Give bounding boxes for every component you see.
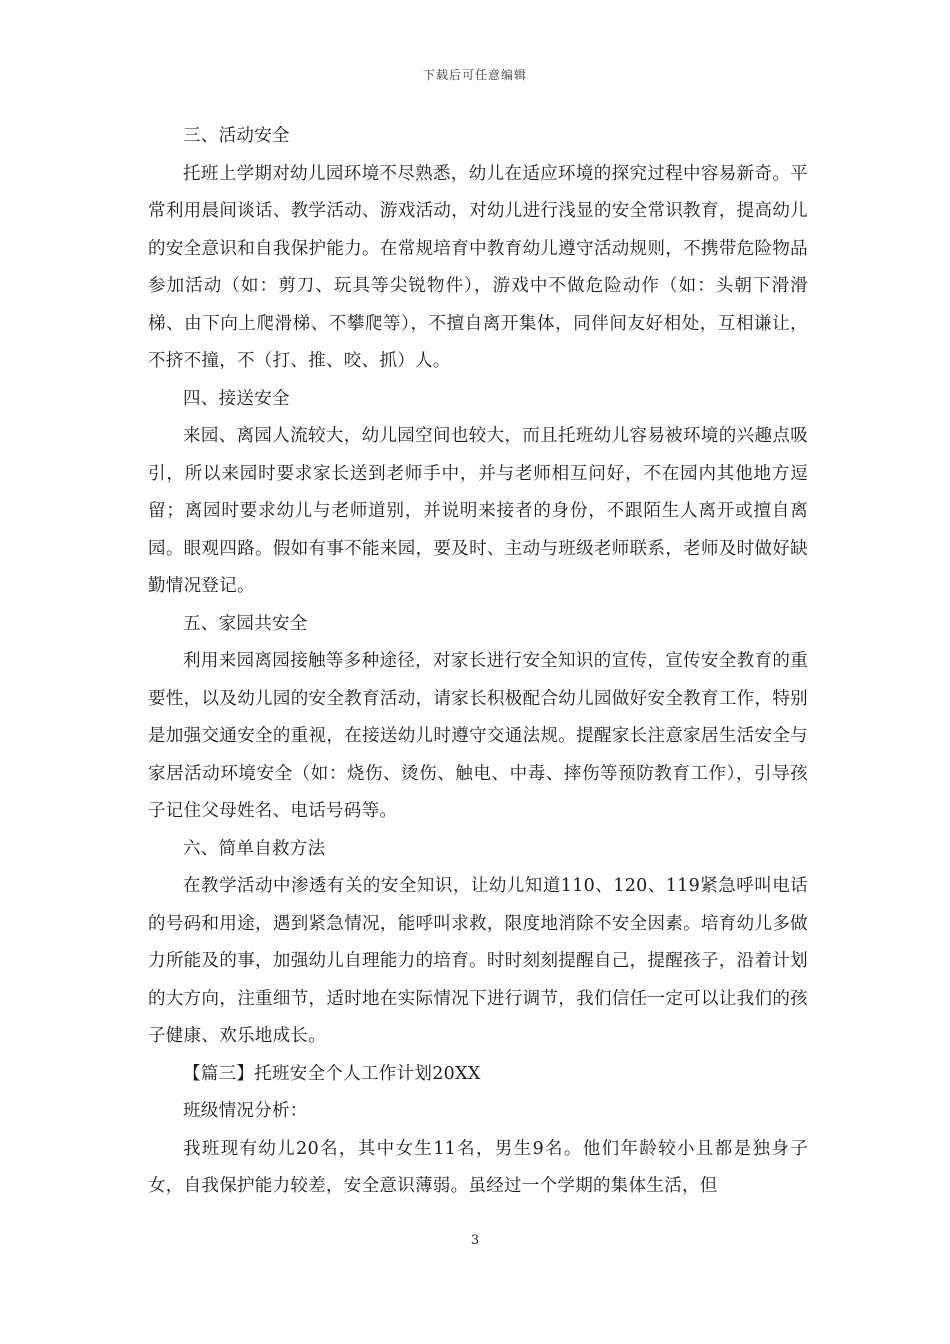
article-heading-part-three: 【篇三】托班安全个人工作计划20XX [183, 1063, 481, 1084]
subheading-class-analysis: 班级情况分析： [183, 1101, 308, 1121]
paragraph-pickup-safety: 来园、离园人流较大，幼儿园空间也较大，而且托班幼儿容易被环境的兴趣点吸引，所以来园时要求家长送到老师手中，并与老师相互问好，不在园内其他地方逗留；离园时要求幼儿与老师道别，并说明来接者的身份，不跟陌生人离开或擅自离园。眼观四路。假如有事不能来园，要及时、主动与班级老师联系，老师及时做好缺勤情况登记。 [148, 426, 808, 596]
section-heading-activity-safety: 三、活动安全 [183, 126, 290, 146]
section-heading-self-rescue: 六、简单自救方法 [183, 838, 326, 859]
header-note: 下载后可任意编辑 [422, 68, 527, 82]
document-body [148, 118, 808, 1206]
paragraph-class-analysis: 我班现有幼儿20名，其中女生11名，男生9名。他们年龄较小且都是独身子女，自我保护能力较差，安全意识薄弱。虽经过一个学期的集体生活，但 [148, 1138, 808, 1196]
section-heading-pickup-safety: 四、接送安全 [183, 388, 290, 409]
paragraph-self-rescue: 在教学活动中渗透有关的安全知识，让幼儿知道110、120、119紧急呼叫电话的号码和用途，遇到紧急情况，能呼叫求救，限度地消除不安全因素。培育幼儿多做力所能及的事，加强幼儿自理能力的培育。时时刻刻提醒自己，提醒孩子，沿着计划的大方向，注重细节，适时地在实际情况下进行调节，我们信任一定可以让我们的孩子健康、欢乐地成长。 [148, 876, 808, 1046]
paragraph-home-school-safety: 利用来园离园接触等多种途径，对家长进行安全知识的宣传，宣传安全教育的重要性，以及幼儿园的安全教育活动，请家长积极配合幼儿园做好安全教育工作，特别是加强交通安全的重视，在接送幼儿时遵守交通法规。提醒家长注意家居生活安全与家居活动环境安全（如：烧伤、烫伤、触电、中毒、摔伤等预防教育工作），引导孩子记住父母姓名、电话号码等。 [148, 651, 808, 821]
section-heading-home-school-safety: 五、家园共安全 [183, 613, 308, 634]
page-number: 3 [470, 1233, 480, 1248]
paragraph-activity-safety: 托班上学期对幼儿园环境不尽熟悉，幼儿在适应环境的探究过程中容易新奇。平常利用晨间谈话、教学活动、游戏活动，对幼儿进行浅显的安全常识教育，提高幼儿的安全意识和自我保护能力。在常规培育中教育幼儿遵守活动规则，不携带危险物品参加活动（如：剪刀、玩具等尖锐物件），游戏中不做危险动作（如：头朝下滑滑梯、由下向上爬滑梯、不攀爬等），不擅自离开集体，同伴间友好相处，互相谦让，不挤不撞，不（打、推、咬、抓）人。 [148, 163, 808, 371]
